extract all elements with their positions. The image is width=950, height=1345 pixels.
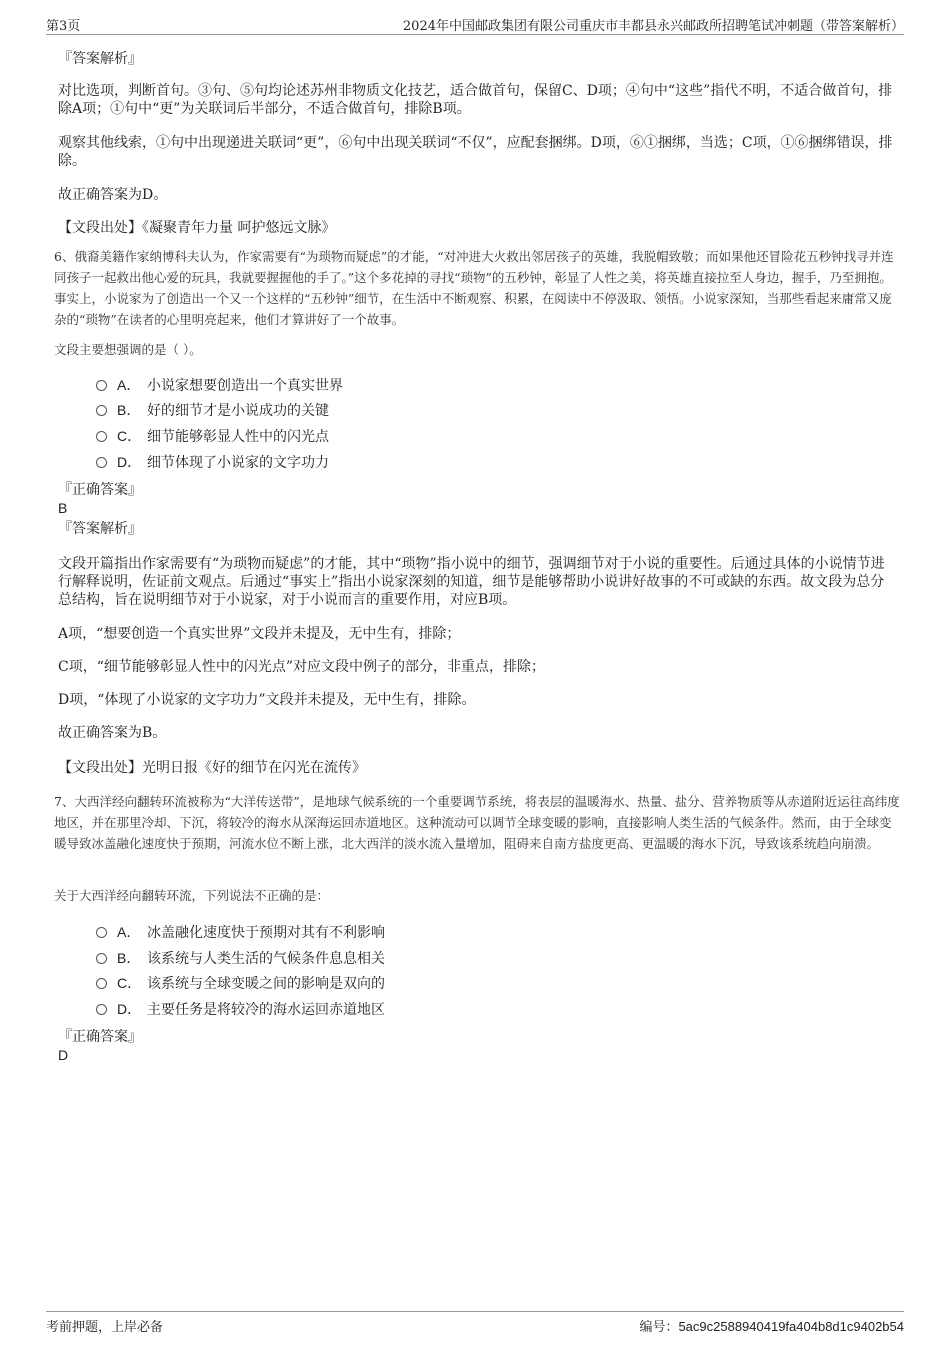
radio-icon[interactable] [96,927,107,938]
option-letter: B． [117,950,141,966]
option-letter: A． [117,924,141,940]
radio-icon[interactable] [96,953,107,964]
page-number: 第3页 [46,19,81,34]
q7-option-d[interactable] [96,1000,385,1019]
q7-question: 关于大西洋经向翻转环流，下列说法不正确的是： [54,888,330,903]
q6-analysis-p1: 文段开篇指出作家需要有“为琐物而疑虑”的才能，其中“琐物”指小说中的细节，强调细节对于小说的重要性。后通过具体的小说情节进行解释说明，佐证前文观点。后通过“事实上”指出小说家深刻的知道，细节是能够帮助小说讲好故事的不可或缺的东西。故文段为总分总结构，旨在说明细节对于小说家，对于小说而言的重要作用，对应B项。 [58,556,885,608]
radio-icon[interactable] [96,457,107,468]
q6-conclusion: 故正确答案为B。 [58,725,167,741]
radio-icon[interactable] [96,380,107,391]
q6-source: 【文段出处】光明日报《好的细节在闪光在流传》 [58,760,366,776]
q7-passage: 7、大西洋经向翻转环流被称为“大洋传送带”，是地球气候系统的一个重要调节系统，将表层的温暖海水、热量、盐分、营养物质等从赤道附近运往高纬度地区，并在那里冷却、下沉，将较冷的海水从深海运回赤道地区。这种流动可以调节全球变暖的影响，直接影响人类生活的气候条件。然而，由于全球变暖导致冰盖融化速度快于预期，河流水位不断上涨，北大西洋的淡水流入量增加，阻碍来自南方盐度更高、更温暖的海水下沉，导致该系统趋向崩溃。 [54,794,900,851]
option-letter: C． [117,428,142,444]
q5-source: 【文段出处】《凝聚青年力量 呵护悠远文脉》 [58,220,336,236]
option-text: 冰盖融化速度快于预期对其有不利影响 [147,925,385,941]
q5-analysis-p1: 对比选项，判断首句。③句、⑤句均论述苏州非物质文化技艺，适合做首句，保留C、D项；④句中“这些”指代不明，不适合做首句，排除A项；①句中“更”为关联词后半部分，不适合做首句，排除B项。 [58,83,893,117]
q6-option-c[interactable] [96,427,329,446]
option-letter: B． [117,402,141,418]
q6-option-d[interactable] [96,453,329,472]
option-text: 好的细节才是小说成功的关键 [147,403,329,419]
radio-icon[interactable] [96,978,107,989]
q7-option-c[interactable] [96,974,385,993]
page-header [46,12,904,35]
page-footer [46,1311,904,1336]
q6-analysis-label: 『答案解析』 [58,521,142,537]
q7-option-b[interactable] [96,949,385,968]
option-text: 细节能够彰显人性中的闪光点 [147,429,329,445]
q6-option-a[interactable] [96,376,343,395]
q5-analysis-p2: 观察其他线索，①句中出现递进关联词“更”，⑥句中出现关联词“不仅”，应配套捆绑。D项，⑥①捆绑，当选；C项，①⑥捆绑错误，排除。 [58,135,893,169]
option-letter: D． [117,454,142,470]
q6-question: 文段主要想强调的是（ ）。 [54,342,202,357]
option-letter: C． [117,975,142,991]
document-title: 2024年中国邮政集团有限公司重庆市丰都县永兴邮政所招聘笔试冲刺题（带答案解析） [402,19,904,34]
option-letter: A． [117,377,141,393]
document-id: 编号：5ac9c2588940419fa404b8d1c9402b54 [639,1319,904,1334]
q5-analysis-label: 『答案解析』 [58,51,142,67]
q6-passage: 6、俄裔美籍作家纳博科夫认为，作家需要有“为琐物而疑虑”的才能，“对冲进大火救出邻居孩子的英雄，我脱帽致敬；而如果他还冒险花五秒钟找寻并连同孩子一起救出他心爱的玩具，我就要握握他的手了。”这个多花掉的寻找“琐物”的五秒钟，彰显了人性之美，将英雄直接拉至人身边，握手，乃至拥抱。事实上，小说家为了创造出一个又一个这样的“五秒钟”细节，在生活中不断观察、积累，在阅读中不停汲取、领悟。小说家深知，当那些看起来庸常又庞杂的“琐物”在读者的心里明亮起来，他们才算讲好了一个故事。 [54,249,894,327]
option-text: 主要任务是将较冷的海水运回赤道地区 [147,1002,385,1018]
q7-option-a[interactable] [96,923,385,942]
option-text: 该系统与人类生活的气候条件息息相关 [147,951,385,967]
option-letter: D． [117,1001,142,1017]
footer-slogan: 考前押题，上岸必备 [46,1320,164,1335]
radio-icon[interactable] [96,405,107,416]
q6-analysis-p4: D项，“体现了小说家的文字功力”文段并未提及，无中生有，排除。 [58,692,476,708]
q5-conclusion: 故正确答案为D。 [58,187,168,203]
option-text: 细节体现了小说家的文字功力 [147,455,329,471]
option-text: 小说家想要创造出一个真实世界 [147,378,343,394]
q6-answer: B [58,500,68,516]
option-text: 该系统与全球变暖之间的影响是双向的 [147,976,385,992]
radio-icon[interactable] [96,431,107,442]
q6-answer-label: 『正确答案』 [58,482,142,498]
q7-answer: D [58,1047,69,1063]
q6-analysis-p3: C项，“细节能够彰显人性中的闪光点”对应文段中例子的部分，非重点，排除； [58,659,546,675]
radio-icon[interactable] [96,1004,107,1015]
q7-answer-label: 『正确答案』 [58,1029,142,1045]
q6-option-b[interactable] [96,401,329,420]
q6-analysis-p2: A项，“想要创造一个真实世界”文段并未提及，无中生有，排除； [58,626,461,642]
